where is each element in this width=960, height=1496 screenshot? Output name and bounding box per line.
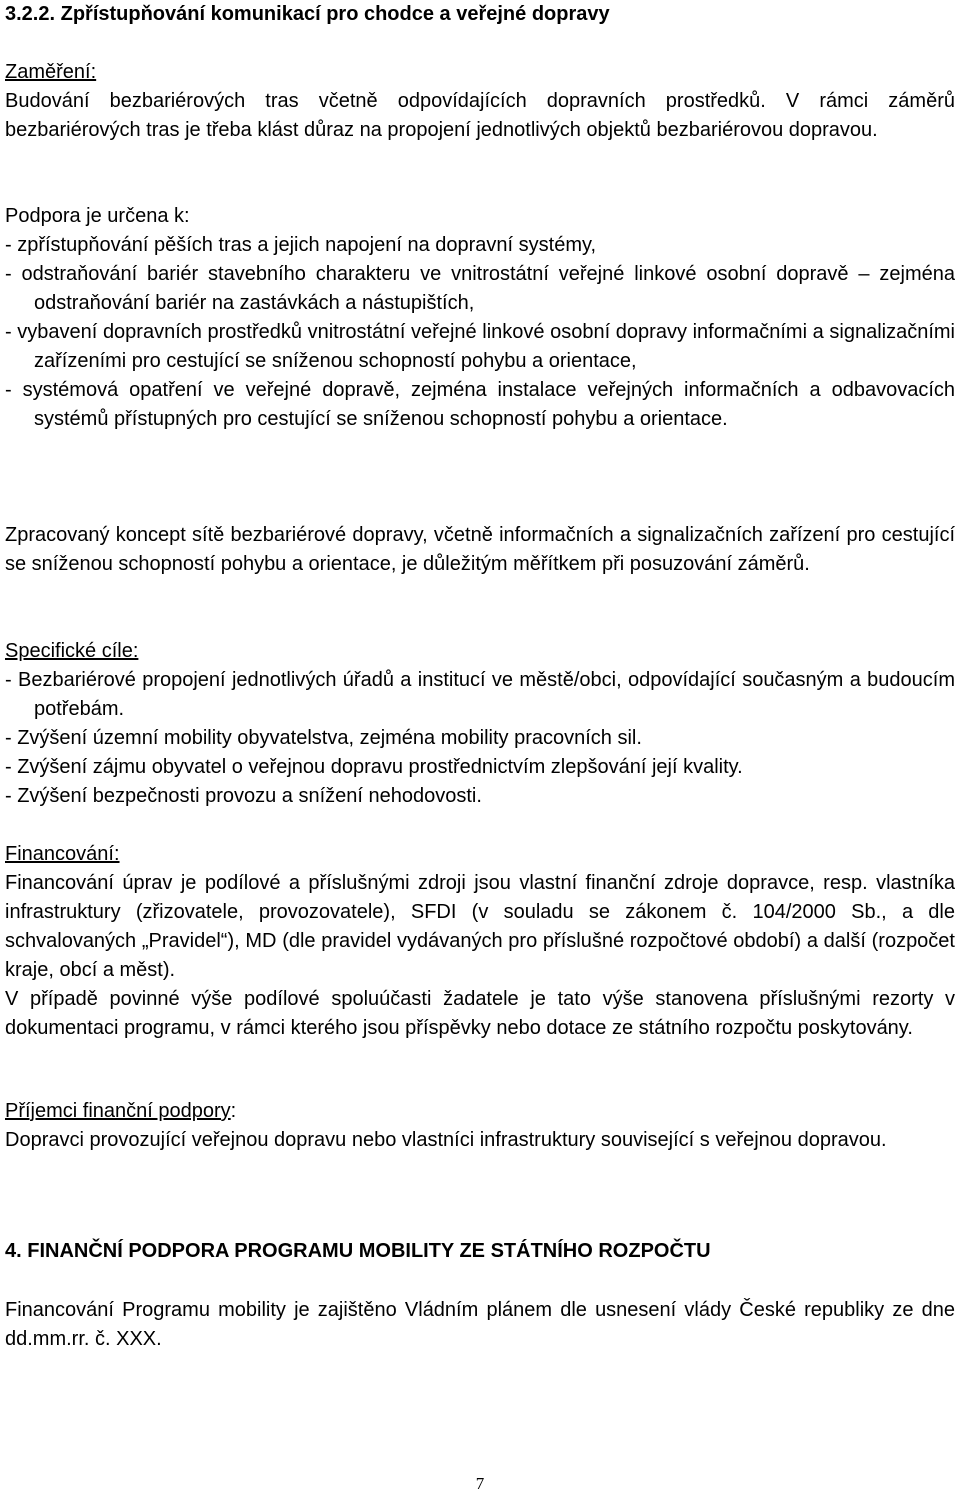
page-number: 7 <box>475 1474 485 1493</box>
zamereni-block <box>5 58 955 145</box>
chapter-text: Financování Programu mobility je zajištěno Vládním plánem dle usnesení vlády České republiky ze dne dd.mm.rr. č. XXX. <box>5 1299 955 1350</box>
list-item: - odstraňování bariér stavebního charakteru ve vnitrostátní veřejné linkové osobní dopravě – zejména odstraňování bariér na zastávkách a nástupištích, <box>5 263 955 314</box>
list-item: - Zvýšení územní mobility obyvatelstva, zejména mobility pracovních sil. <box>5 727 642 749</box>
financovani-block <box>5 840 955 1043</box>
prijemci-colon: : <box>230 1100 237 1122</box>
list-item: - Zvýšení zájmu obyvatel o veřejnou dopravu prostřednictvím zlepšování její kvality. <box>5 756 743 778</box>
financovani-text-2: V případě povinné výše podílové spoluúčasti žadatele je tato výše stanovena příslušnými rezorty v dokumentaci programu, v rámci kterého jsou příspěvky nebo dotace ze státního rozpočtu poskytovány. <box>5 988 955 1039</box>
cile-list <box>5 666 955 811</box>
podpora-list <box>5 231 955 434</box>
prijemci-text: Dopravci provozující veřejnou dopravu nebo vlastníci infrastruktury související s veřejnou dopravou. <box>5 1129 887 1151</box>
zamereni-label: Zaměření: <box>5 61 97 83</box>
podpora-intro: Podpora je určena k: <box>5 205 190 227</box>
prijemci-label: Příjemci finanční podpory <box>5 1100 231 1122</box>
koncept-text: Zpracovaný koncept sítě bezbariérové dopravy, včetně informačních a signalizačních zařízení pro cestující se sníženou schopností pohybu a orientace, je důležitým měřítkem při posuzování záměrů. <box>5 524 955 575</box>
zamereni-text: Budování bezbariérových tras včetně odpovídajících dopravních prostředků. V rámci záměrů bezbariérových tras je třeba klást důraz na propojení jednotlivých objektů bezbariérovou dopravou. <box>5 90 955 141</box>
financovani-label: Financování: <box>5 843 120 865</box>
cile-label: Specifické cíle: <box>5 640 139 662</box>
cile-block <box>5 637 955 811</box>
list-item: - Zvýšení bezpečnosti provozu a snížení nehodovosti. <box>5 785 482 807</box>
section-heading: 3.2.2. Zpřístupňování komunikací pro chodce a veřejné dopravy <box>5 3 610 25</box>
list-item: - zpřístupňování pěších tras a jejich napojení na dopravní systémy, <box>5 234 597 256</box>
prijemci-block <box>5 1097 955 1155</box>
list-item: - systémová opatření ve veřejné dopravě, zejména instalace veřejných informačních a odbavovacích systémů přístupných pro cestující se sníženou schopností pohybu a orientace. <box>5 379 955 430</box>
podpora-block <box>5 202 955 434</box>
koncept-block <box>5 521 955 579</box>
chapter-heading: 4. FINANČNÍ PODPORA PROGRAMU MOBILITY ZE STÁTNÍHO ROZPOČTU <box>5 1240 711 1262</box>
prijemci-heading <box>5 1097 955 1126</box>
list-item: - vybavení dopravních prostředků vnitrostátní veřejné linkové osobní dopravy informačními a signalizačními zařízeními pro cestující se sníženou schopností pohybu a orientace, <box>5 321 955 372</box>
list-item: - Bezbariérové propojení jednotlivých úřadů a institucí ve městě/obci, odpovídající současným a budoucím potřebám. <box>5 669 955 720</box>
financovani-text-1: Financování úprav je podílové a příslušnými zdroji jsou vlastní finanční zdroje dopravce, resp. vlastníka infrastruktury (zřizovatele, provozovatele), SFDI (v souladu se zákonem č. 104/2000 Sb., a dle schvalovaných „Pravidel“), MD (dle pravidel vydávaných pro příslušné rozpočtové období) a další (rozpočet kraje, obcí a měst). <box>5 872 955 981</box>
